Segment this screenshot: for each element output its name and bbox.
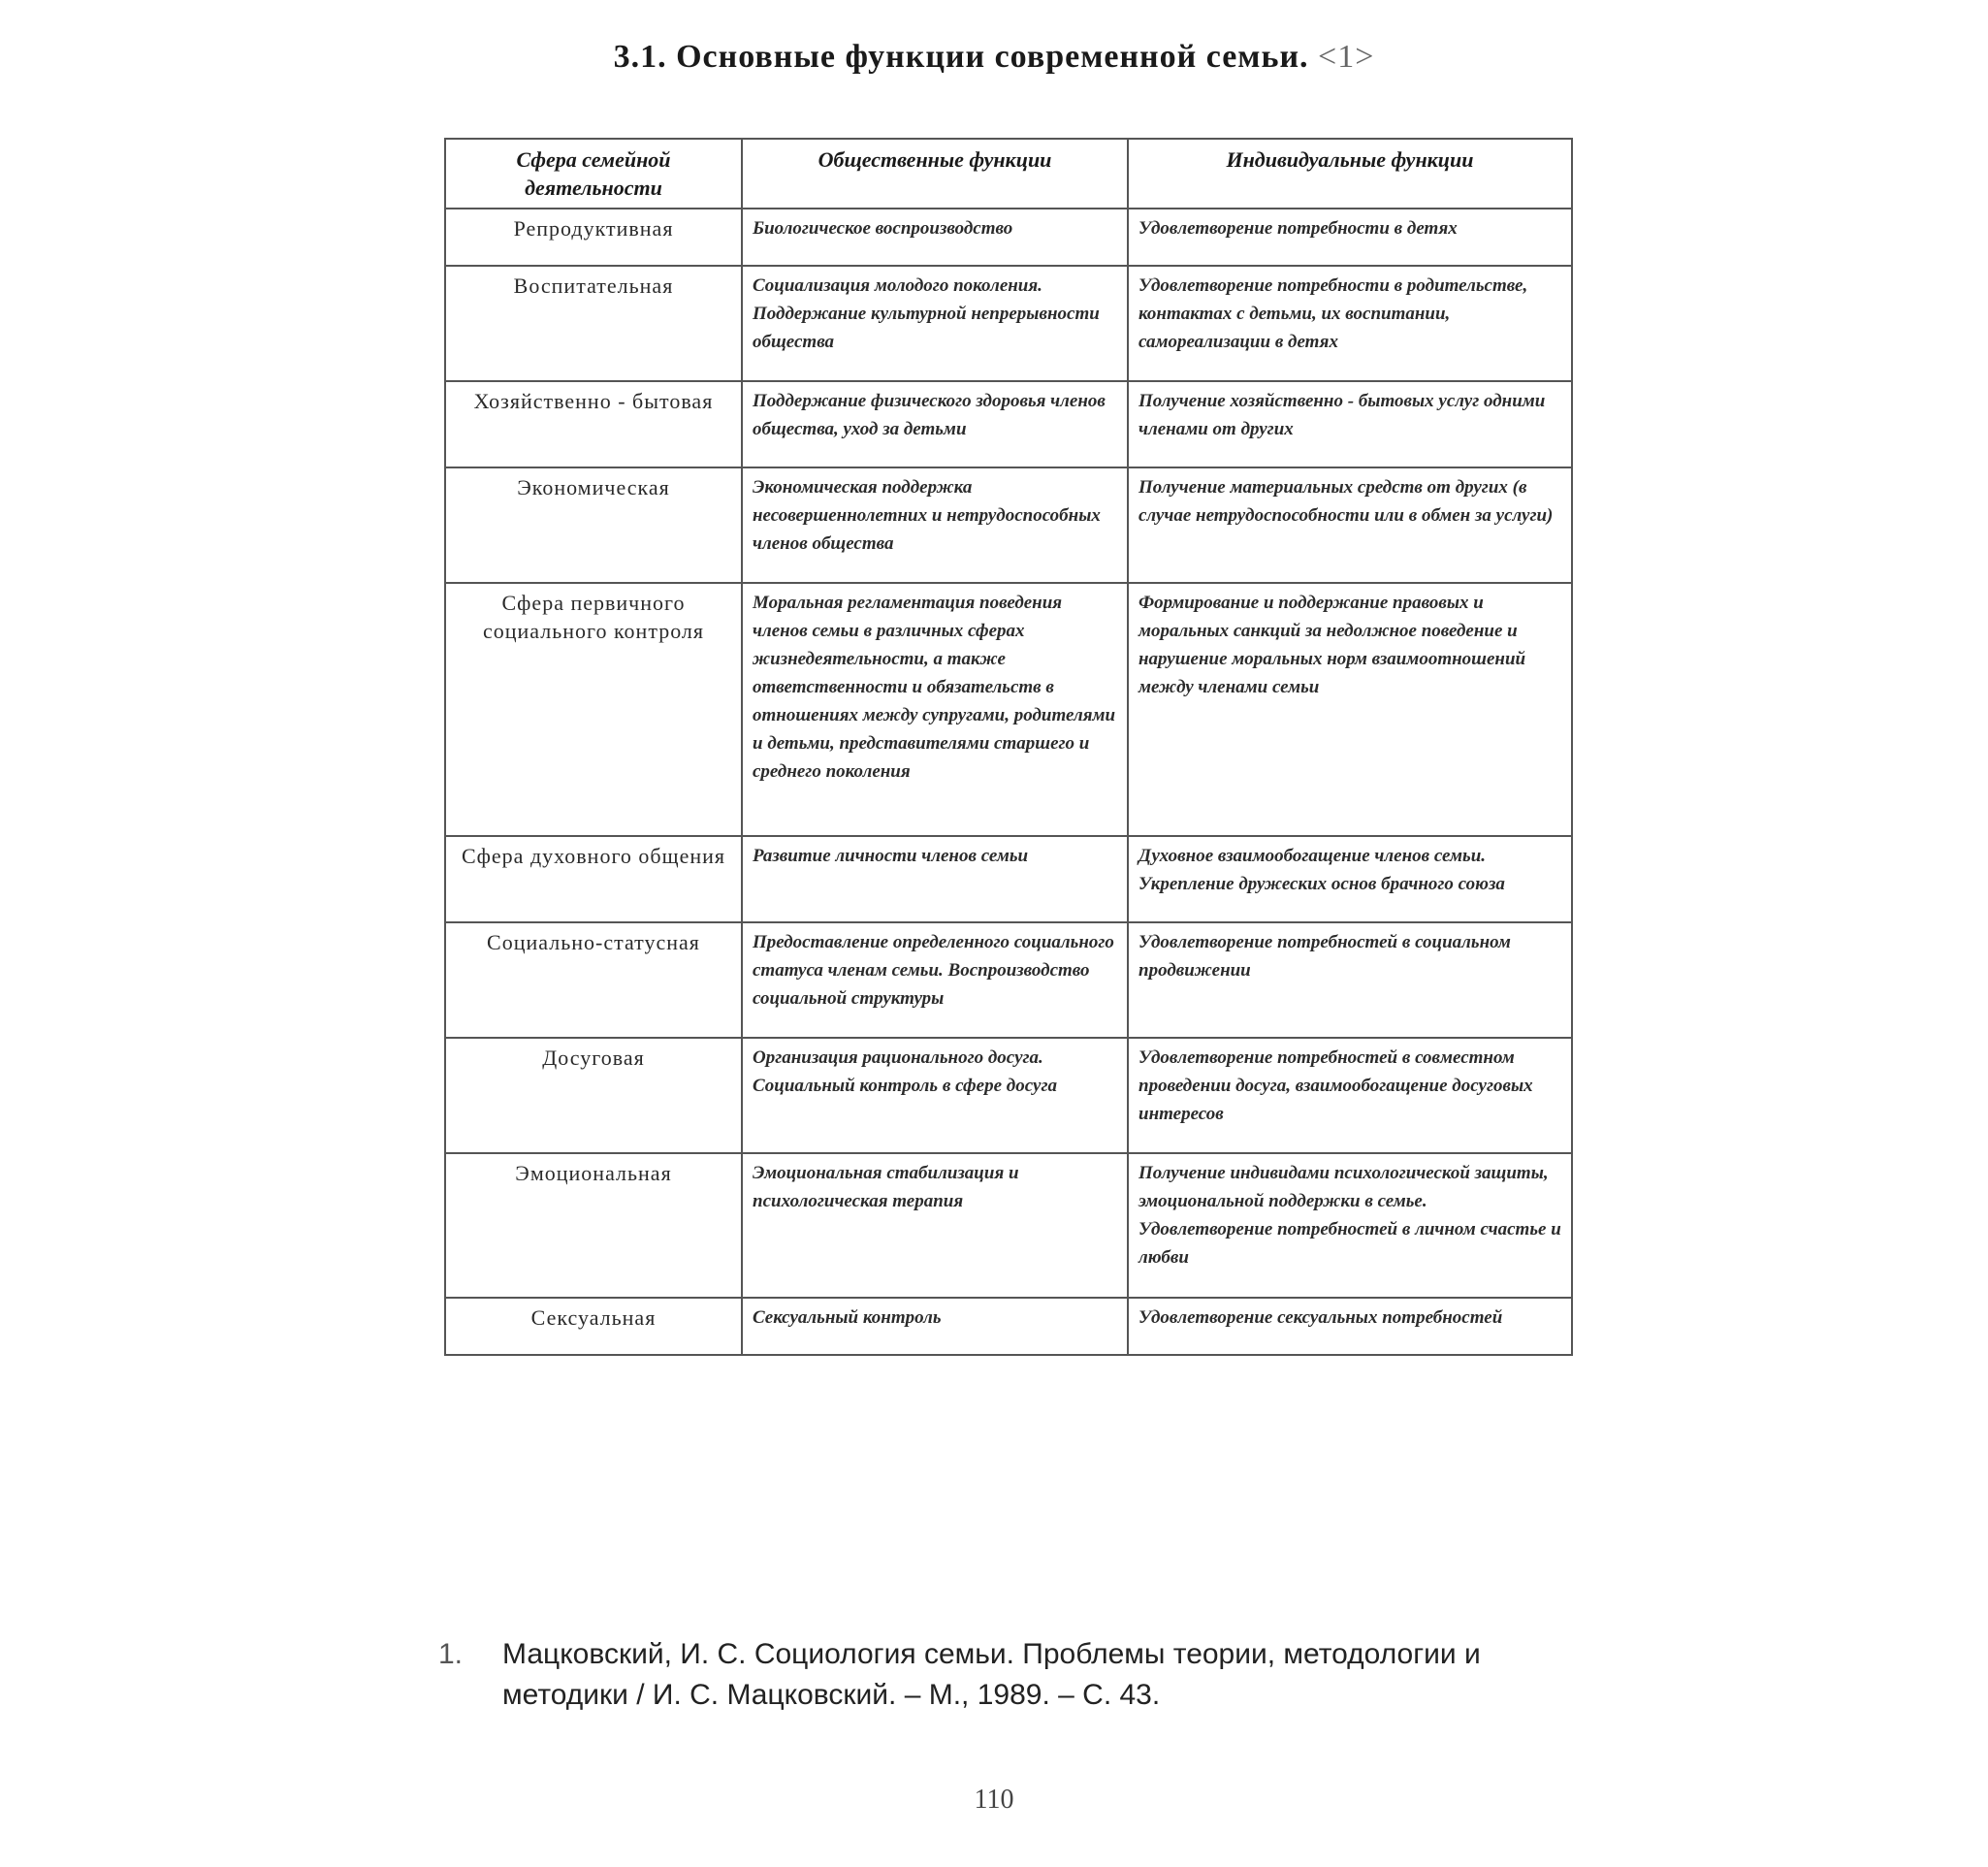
cell-individual: Удовлетворение потребностей в совместном проведении досуга, взаимообогащение досуговых интересов: [1128, 1038, 1572, 1153]
cell-individual: Получение индивидами психологической защиты, эмоциональной поддержки в семье. Удовлетворение потребностей в личном счастье и любви: [1128, 1153, 1572, 1298]
cell-individual: Удовлетворение потребностей в социальном продвижении: [1128, 922, 1572, 1038]
cell-social: Предоставление определенного социального статуса членам семьи. Воспроизводство социальной структуры: [742, 922, 1128, 1038]
cell-individual: Получение хозяйственно - бытовых услуг одними членами от других: [1128, 381, 1572, 467]
cell-individual: Удовлетворение потребности в родительстве, контактах с детьми, их воспитании, самореализации в детях: [1128, 266, 1572, 381]
cell-sphere: Сексуальная: [445, 1298, 742, 1355]
footnote-text: Мацковский, И. С. Социология семьи. Проблемы теории, методологии и методики / И. С. Мацковский. – М., 1989. – С. 43.: [502, 1638, 1481, 1711]
cell-social: Биологическое воспроизводство: [742, 209, 1128, 266]
cell-sphere: Экономическая: [445, 467, 742, 583]
cell-social: Организация рационального досуга. Социальный контроль в сфере досуга: [742, 1038, 1128, 1153]
table-row: [445, 467, 1572, 583]
page-title: [0, 39, 1988, 76]
page-number: 110: [974, 1785, 1014, 1815]
table-row: [445, 381, 1572, 467]
table-row: [445, 209, 1572, 266]
table-row: [445, 922, 1572, 1038]
cell-sphere: Сфера первичного социального контроля: [445, 583, 742, 836]
cell-sphere: Воспитательная: [445, 266, 742, 381]
title-text: 3.1. Основные функции современной семьи.: [613, 39, 1309, 75]
cell-sphere: Хозяйственно - бытовая: [445, 381, 742, 467]
functions-table: [444, 138, 1573, 1356]
cell-individual: Духовное взаимообогащение членов семьи. Укрепление дружеских основ брачного союза: [1128, 836, 1572, 922]
table-row: [445, 1298, 1572, 1355]
title-footnote-ref: <1>: [1318, 39, 1375, 75]
cell-social: Развитие личности членов семьи: [742, 836, 1128, 922]
cell-sphere: Досуговая: [445, 1038, 742, 1153]
table-row: [445, 1038, 1572, 1153]
cell-individual: Формирование и поддержание правовых и моральных санкций за недолжное поведение и нарушение моральных норм взаимоотношений между членами семьи: [1128, 583, 1572, 836]
table-row: [445, 583, 1572, 836]
cell-social: Поддержание физического здоровья членов общества, уход за детьми: [742, 381, 1128, 467]
functions-table-container: [444, 138, 1571, 1356]
table-header-row: [445, 139, 1572, 209]
cell-social: Экономическая поддержка несовершеннолетних и нетрудоспособных членов общества: [742, 467, 1128, 583]
header-social-functions: Общественные функции: [742, 139, 1128, 209]
cell-sphere: Эмоциональная: [445, 1153, 742, 1298]
cell-individual: Удовлетворение сексуальных потребностей: [1128, 1298, 1572, 1355]
cell-sphere: Репродуктивная: [445, 209, 742, 266]
footnote: [438, 1634, 1583, 1716]
cell-social: Эмоциональная стабилизация и психологическая терапия: [742, 1153, 1128, 1298]
cell-sphere: Сфера духовного общения: [445, 836, 742, 922]
cell-individual: Получение материальных средств от других (в случае нетрудоспособности или в обмен за услуги): [1128, 467, 1572, 583]
cell-social: Сексуальный контроль: [742, 1298, 1128, 1355]
table-row: [445, 266, 1572, 381]
cell-sphere: Социально-статусная: [445, 922, 742, 1038]
cell-social: Социализация молодого поколения. Поддержание культурной непрерывности общества: [742, 266, 1128, 381]
footnote-number: 1.: [438, 1638, 464, 1670]
table-row: [445, 836, 1572, 922]
table-row: [445, 1153, 1572, 1298]
cell-individual: Удовлетворение потребности в детях: [1128, 209, 1572, 266]
cell-social: Моральная регламентация поведения членов семьи в различных сферах жизнедеятельности, а также ответственности и обязательств в отношениях между супругами, родителями и детьми, представителями старшего и среднего поколения: [742, 583, 1128, 836]
header-individual-functions: Индивидуальные функции: [1128, 139, 1572, 209]
header-sphere: Сфера семейной деятельности: [445, 139, 742, 209]
